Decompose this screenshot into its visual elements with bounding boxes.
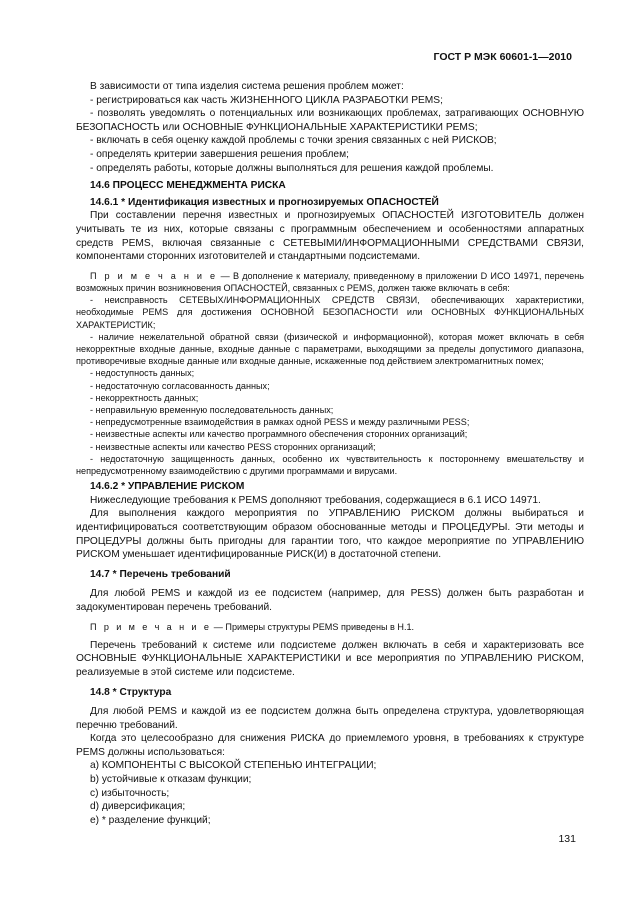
note-label: П р и м е ч а н и е bbox=[90, 621, 212, 632]
note-text: — Примеры структуры PEMS приведены в Н.1. bbox=[211, 621, 415, 632]
note bbox=[76, 621, 584, 633]
paragraph: Когда это целесообразно для снижения РИСКА до приемлемого уровня, в требованиях к структуре PEMS должны использоваться: bbox=[76, 733, 584, 758]
list-item: a) КОМПОНЕНТЫ С ВЫСОКОЙ СТЕПЕНЬЮ ИНТЕГРАЦИИ; bbox=[90, 760, 377, 772]
note-item: - неисправность СЕТЕВЫХ/ИНФОРМАЦИОННЫХ СРЕДСТВ СВЯЗИ, обеспечивающих характеристики, необходимые PEMS для достижения ОСНОВНОЙ БЕЗОПАСНОСТИ или ОСНОВНЫХ ФУНКЦИОНАЛЬНЫХ ХАРАКТЕРИСТИК; bbox=[76, 295, 584, 330]
note bbox=[76, 270, 584, 294]
paragraph: Нижеследующие требования к PEMS дополняют требования, содержащиеся в 6.1 ИСО 14971. bbox=[90, 494, 541, 506]
intro-item: - включать в себя оценку каждой проблемы с точки зрения связанных с ней РИСКОВ; bbox=[90, 135, 497, 147]
note-item: - некорректность данных; bbox=[90, 392, 199, 403]
paragraph: Перечень требований к системе или подсистеме должен включать в себя и характеризовать все ОСНОВНЫЕ ФУНКЦИОНАЛЬНЫЕ ХАРАКТЕРИСТИКИ и все мероприятия по УПРАВЛЕНИЮ РИСКОМ, реализуемые в этой системе или подсистеме. bbox=[76, 639, 584, 678]
section-heading-14-8: 14.8 * Структура bbox=[90, 686, 172, 698]
document-header: ГОСТ Р МЭК 60601-1—2010 bbox=[433, 51, 572, 63]
page-number: 131 bbox=[558, 833, 576, 845]
note-item: - неправильную временную последовательность данных; bbox=[90, 404, 334, 415]
note-item: - неизвестные аспекты или качество программного обеспечения сторонних организаций; bbox=[90, 429, 468, 440]
paragraph: Для любой PEMS и каждой из ее подсистем должна быть определена структура, удовлетворяющая перечню требований. bbox=[76, 706, 584, 731]
section-heading-14-7: 14.7 * Перечень требований bbox=[90, 568, 231, 580]
list-item: d) диверсификация; bbox=[90, 801, 186, 813]
intro-item: - определять работы, которые должны выполняться для решения каждой проблемы. bbox=[90, 162, 494, 174]
note-text: — В дополнение к материалу, приведенному в приложении D ИСО 14971, перечень возможных причин возникновения ОПАСНОСТЕЙ, связанных с PEMS, должен также включать в себя: bbox=[76, 270, 584, 293]
note-item: - недостаточную защищенность данных, особенно их чувствительность к постороннему вмешательству и непредусмотренному взаимодействию с другими программами и вирусами. bbox=[76, 453, 584, 476]
note-item: - неизвестные аспекты или качество PESS сторонних организаций; bbox=[90, 441, 376, 452]
section-heading-14-6-1: 14.6.1 * Идентификация известных и прогнозируемых ОПАСНОСТЕЙ bbox=[90, 196, 439, 208]
list-item: c) избыточность; bbox=[90, 787, 170, 799]
intro-item: - позволять уведомлять о потенциальных или возникающих проблемах, затрагивающих ОСНОВНУЮ БЕЗОПАСНОСТЬ или ОСНОВНЫЕ ФУНКЦИОНАЛЬНЫЕ ХАРАКТЕРИСТИКИ PEMS; bbox=[76, 108, 584, 133]
paragraph: Для любой PEMS и каждой из ее подсистем (например, для PESS) должен быть разработан и задокументирован перечень требований. bbox=[76, 588, 584, 613]
intro-item: - определять критерии завершения решения проблем; bbox=[90, 148, 349, 160]
note-item: - наличие нежелательной обратной связи (физической и информационной), которая может включать в себя некорректные входные данные, входные данные с параметрами, выходящими за пределы допустимого диапазона, противоречивые входные данные или входные данные, искаженные под действием электромагнитных помех; bbox=[76, 331, 584, 367]
note-item: - непредусмотренные взаимодействия в рамках одной PESS и между различными PESS; bbox=[90, 417, 470, 428]
note-item: - недостаточную согласованность данных; bbox=[90, 380, 270, 391]
intro-lead: В зависимости от типа изделия система решения проблем может: bbox=[90, 81, 404, 92]
section-heading-14-6: 14.6 ПРОЦЕСС МЕНЕДЖМЕНТА РИСКА bbox=[90, 180, 286, 192]
note-label: П р и м е ч а н и е bbox=[90, 270, 218, 281]
paragraph: Для выполнения каждого мероприятия по УПРАВЛЕНИЮ РИСКОМ должны выбираться и идентифицироваться соответствующим образом обоснованные методы и ПРОЦЕДУРЫ. Эти методы и ПРОЦЕДУРЫ должны быть пригодны для гарантии того, что каждое мероприятие по УПРАВЛЕНИЮ РИСКОМ уменьшает идентифицированные РИСК(И) в достаточной степени. bbox=[76, 508, 584, 561]
list-item: e) * разделение функций; bbox=[90, 814, 211, 826]
list-item: b) устойчивые к отказам функции; bbox=[90, 774, 252, 786]
section-heading-14-6-2: 14.6.2 * УПРАВЛЕНИЕ РИСКОМ bbox=[90, 481, 245, 493]
paragraph: При составлении перечня известных и прогнозируемых ОПАСНОСТЕЙ ИЗГОТОВИТЕЛЬ должен учитывать те из них, которые связаны с программным обеспечением и особенностями аппаратных средств PEMS, включая связанные с СЕТЕВЫМИ/ИНФОРМАЦИОННЫМИ СРЕДСТВАМИ СВЯЗИ, компонентами сторонних изготовителей и стандартными подсистемами. bbox=[76, 210, 584, 263]
intro-item: - регистрироваться как часть ЖИЗНЕННОГО ЦИКЛА РАЗРАБОТКИ PEMS; bbox=[90, 94, 443, 106]
note-item: - недоступность данных; bbox=[90, 368, 195, 379]
page-body bbox=[76, 80, 584, 827]
